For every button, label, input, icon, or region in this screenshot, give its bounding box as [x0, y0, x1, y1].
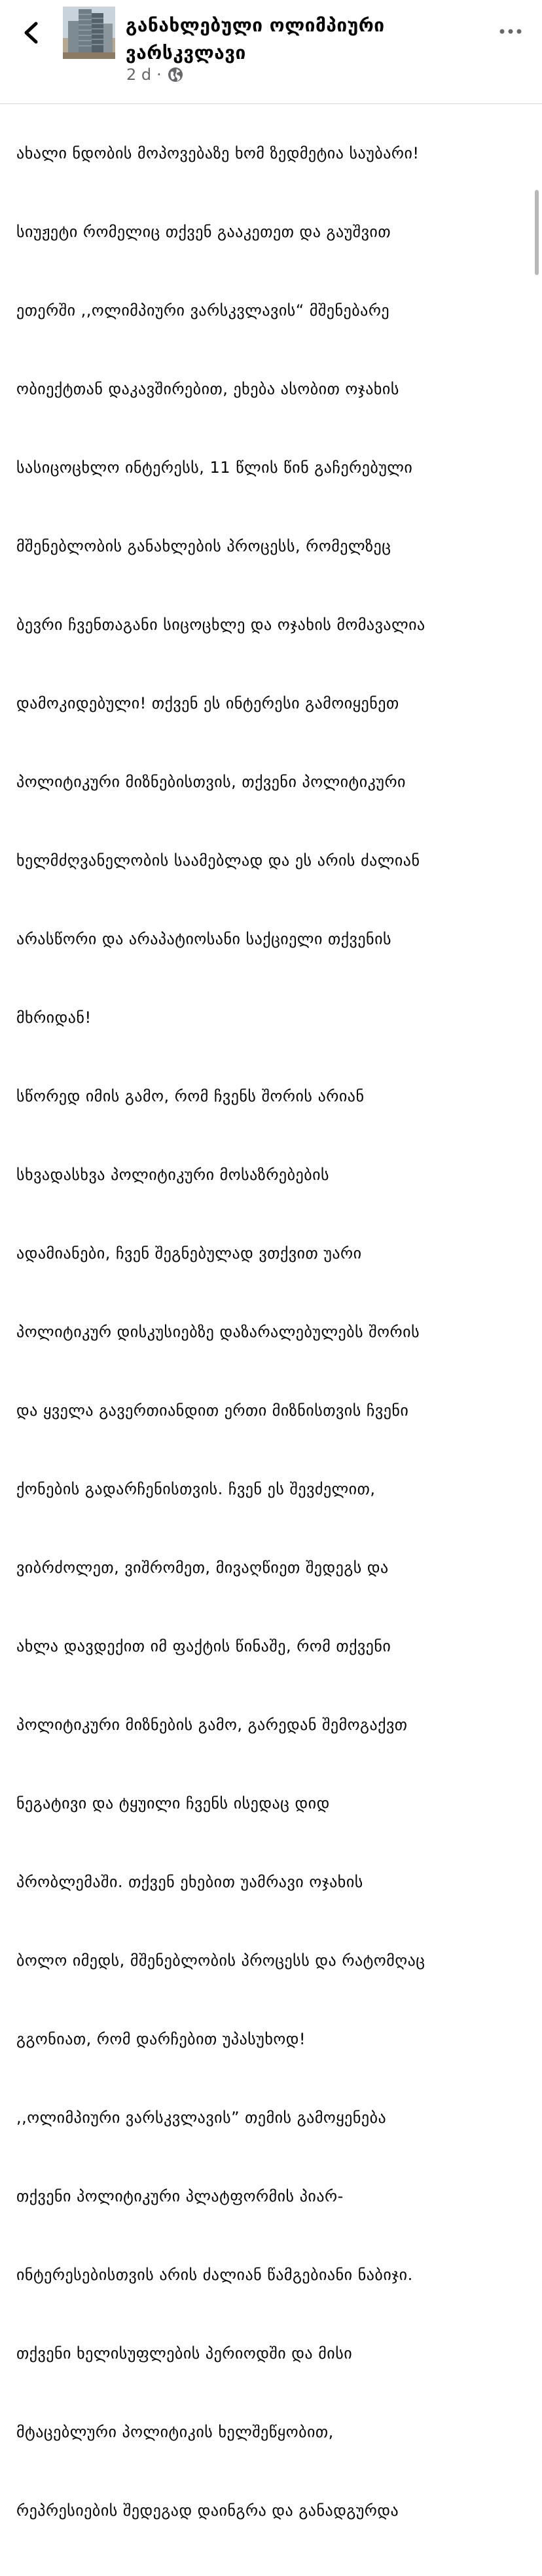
post-line: რეპრესიების შედეგად დაინგრა და განადგურდა — [16, 2501, 399, 2520]
post-line: ქონების გადარჩენისთვის. ჩვენ ეს შევძელით, — [16, 1480, 376, 1498]
post-line: თქვენი ხელისუფლების პერიოდში და მისი — [16, 2344, 353, 2363]
post-line: ინტერესებისთვის არის ძალიან წამგებიანი ნაბიჯი. — [16, 2266, 413, 2284]
chevron-left-icon — [18, 18, 45, 47]
post-line: ვიბრძოლეთ, ვიშრომეთ, მივაღწიეთ შედეგს და — [16, 1558, 389, 1577]
post-line: ახლა დავდექით იმ ფაქტის წინაშე, რომ თქვენი — [16, 1637, 391, 1655]
post-line: ადამიანები, ჩვენ შეგნებულად ვთქვით უარი — [16, 1244, 362, 1262]
meta-separator: · — [156, 65, 162, 84]
more-horizontal-icon — [497, 24, 524, 39]
page-name[interactable] — [126, 12, 466, 67]
post-line: ბოლო იმედს, მშენებლობის პროცესს და რატომღაც — [16, 1951, 425, 1970]
post-line: დამოკიდებული! თქვენ ეს ინტერესი გამოიყენეთ — [16, 694, 399, 712]
post-line: ახალი ნდობის მოპოვებაზე ხომ ზედმეტია საუბარი! — [16, 144, 420, 162]
post-line: თქვენი პოლიტიკური პლატფორმის პიარ- — [16, 2187, 344, 2205]
post-line: პოლიტიკური მიზნების გამო, გარედან შემოგაქვთ — [16, 1716, 408, 1734]
post-line: გგონიათ, რომ დარჩებით უპასუხოდ! — [16, 2030, 306, 2048]
post-line: ხელმძღვანელობის საამებლად და ეს არის ძალიან — [16, 851, 420, 870]
post-line: ბევრი ჩვენთაგანი სიცოცხლე და ოჯახის მომავალია — [16, 616, 425, 634]
more-options-button[interactable] — [497, 24, 524, 39]
post-line: პრობლემაში. თქვენ ეხებით უამრავი ოჯახის — [16, 1873, 363, 1891]
post-text — [16, 88, 533, 2576]
post-line: ნეგატივი და ტყუილი ჩვენს ისედაც დიდ — [16, 1794, 330, 1812]
post-line: პოლიტიკური მიზნებისთვის, თქვენი პოლიტიკური — [16, 773, 406, 791]
post-line: სწორედ იმის გამო, რომ ჩვენს შორის არიან — [16, 1087, 365, 1105]
scrollbar-thumb[interactable] — [535, 190, 539, 275]
page-avatar[interactable] — [63, 7, 115, 59]
post-line: ,,ოლიმპიური ვარსკვლავის” თემის გამოყენება — [16, 2108, 387, 2127]
post-header — [0, 0, 542, 104]
post-time[interactable]: 2 d — [126, 65, 152, 84]
post-line: სასიცოცხლო ინტერესს, 11 წლის წინ გაჩერებული — [16, 458, 413, 477]
post-line: ეთერში ,,ოლიმპიური ვარსკვლავის“ მშენებარე — [16, 301, 390, 320]
globe-icon — [167, 66, 184, 83]
post-line: მხრიდან! — [16, 1008, 92, 1027]
post-line: პოლიტიკურ დისკუსიებზე დაზარალებულებს შორის — [16, 1323, 420, 1341]
post-line: სხვადასხვა პოლიტიკური მოსაზრებების — [16, 1166, 330, 1184]
post-line: არასწორი და არაპატიოსანი საქციელი თქვენის — [16, 930, 392, 948]
page-name-line-2: ვარსკვლავი — [126, 42, 246, 64]
post-line: მტაცებლური პოლიტიკის ხელშეწყობით, — [16, 2423, 334, 2441]
post-line: ობიექტთან დაკავშირებით, ეხება ასობით ოჯახის — [16, 380, 399, 398]
building-photo — [63, 7, 115, 59]
back-button[interactable] — [18, 18, 45, 47]
page-name-line-1: განახლებული ოლიმპიური — [126, 14, 385, 36]
post-meta — [126, 65, 184, 84]
post-line: და ყველა გავერთიანდით ერთი მიზნისთვის ჩვენი — [16, 1401, 409, 1420]
post-line: სიუჟეტი რომელიც თქვენ გააკეთეთ და გაუშვით — [16, 223, 391, 241]
post-line: მშენებლობის განახლების პროცესს, რომელზეც — [16, 537, 391, 555]
